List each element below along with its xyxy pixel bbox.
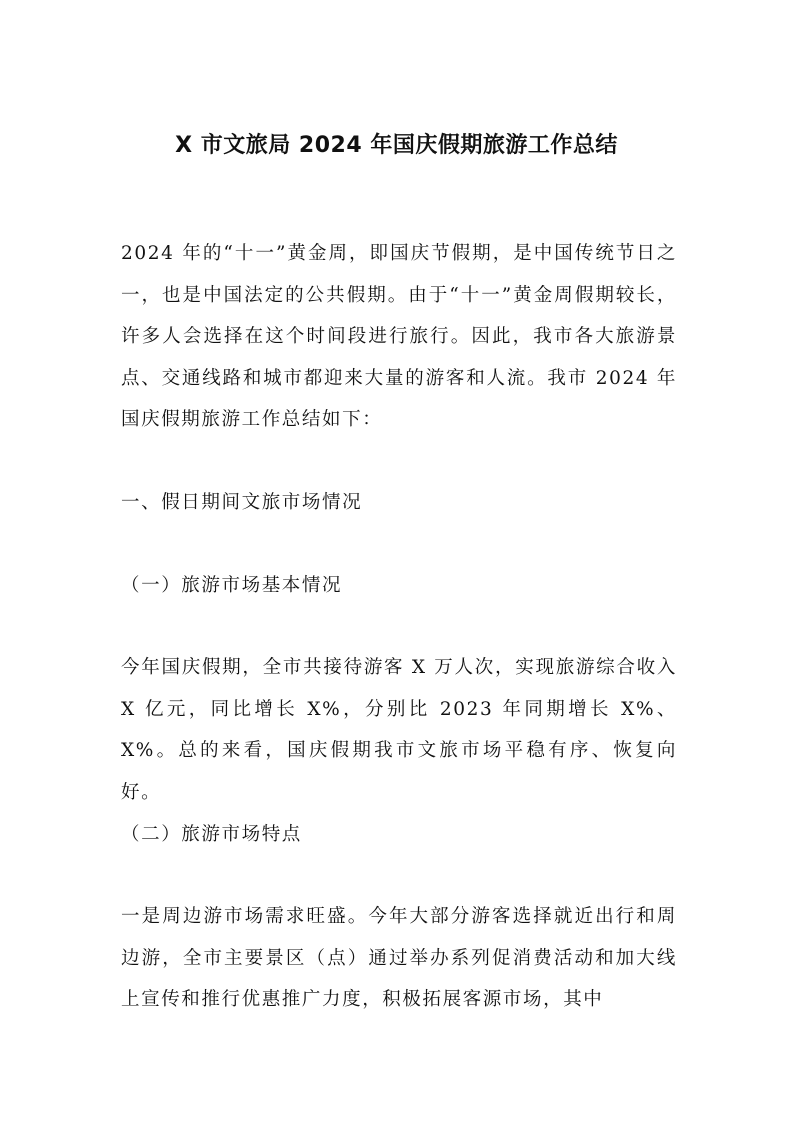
document-title: X 市文旅局 2024 年国庆假期旅游工作总结	[175, 133, 618, 158]
subsection-heading-1: （一）旅游市场基本情况	[121, 575, 343, 596]
subsection-1-paragraph: 今年国庆假期，全市共接待游客 X 万人次，实现旅游综合收入 X 亿元，同比增长 X%，分别比 2023 年同期增长 X%、X%。总的来看，国庆假期我市文旅市场平稳有序、恢复向好。	[121, 657, 677, 803]
subsection-heading-2: （二）旅游市场特点	[121, 824, 302, 845]
section-heading-1: 一、假日期间文旅市场情况	[121, 492, 363, 513]
subsection-2-paragraph: 一是周边游市场需求旺盛。今年大部分游客选择就近出行和周边游，全市主要景区（点）通过举办系列促消费活动和加大线上宣传和推行优惠推广力度，积极拓展客源市场，其中	[121, 906, 677, 1010]
intro-paragraph: 2024 年的“十一”黄金周，即国庆节假期，是中国传统节日之一，也是中国法定的公共假期。由于“十一”黄金周假期较长，许多人会选择在这个时间段进行旅行。因此，我市各大旅游景点、交通线路和城市都迎来大量的游客和人流。我市 2024 年国庆假期旅游工作总结如下：	[121, 243, 677, 430]
